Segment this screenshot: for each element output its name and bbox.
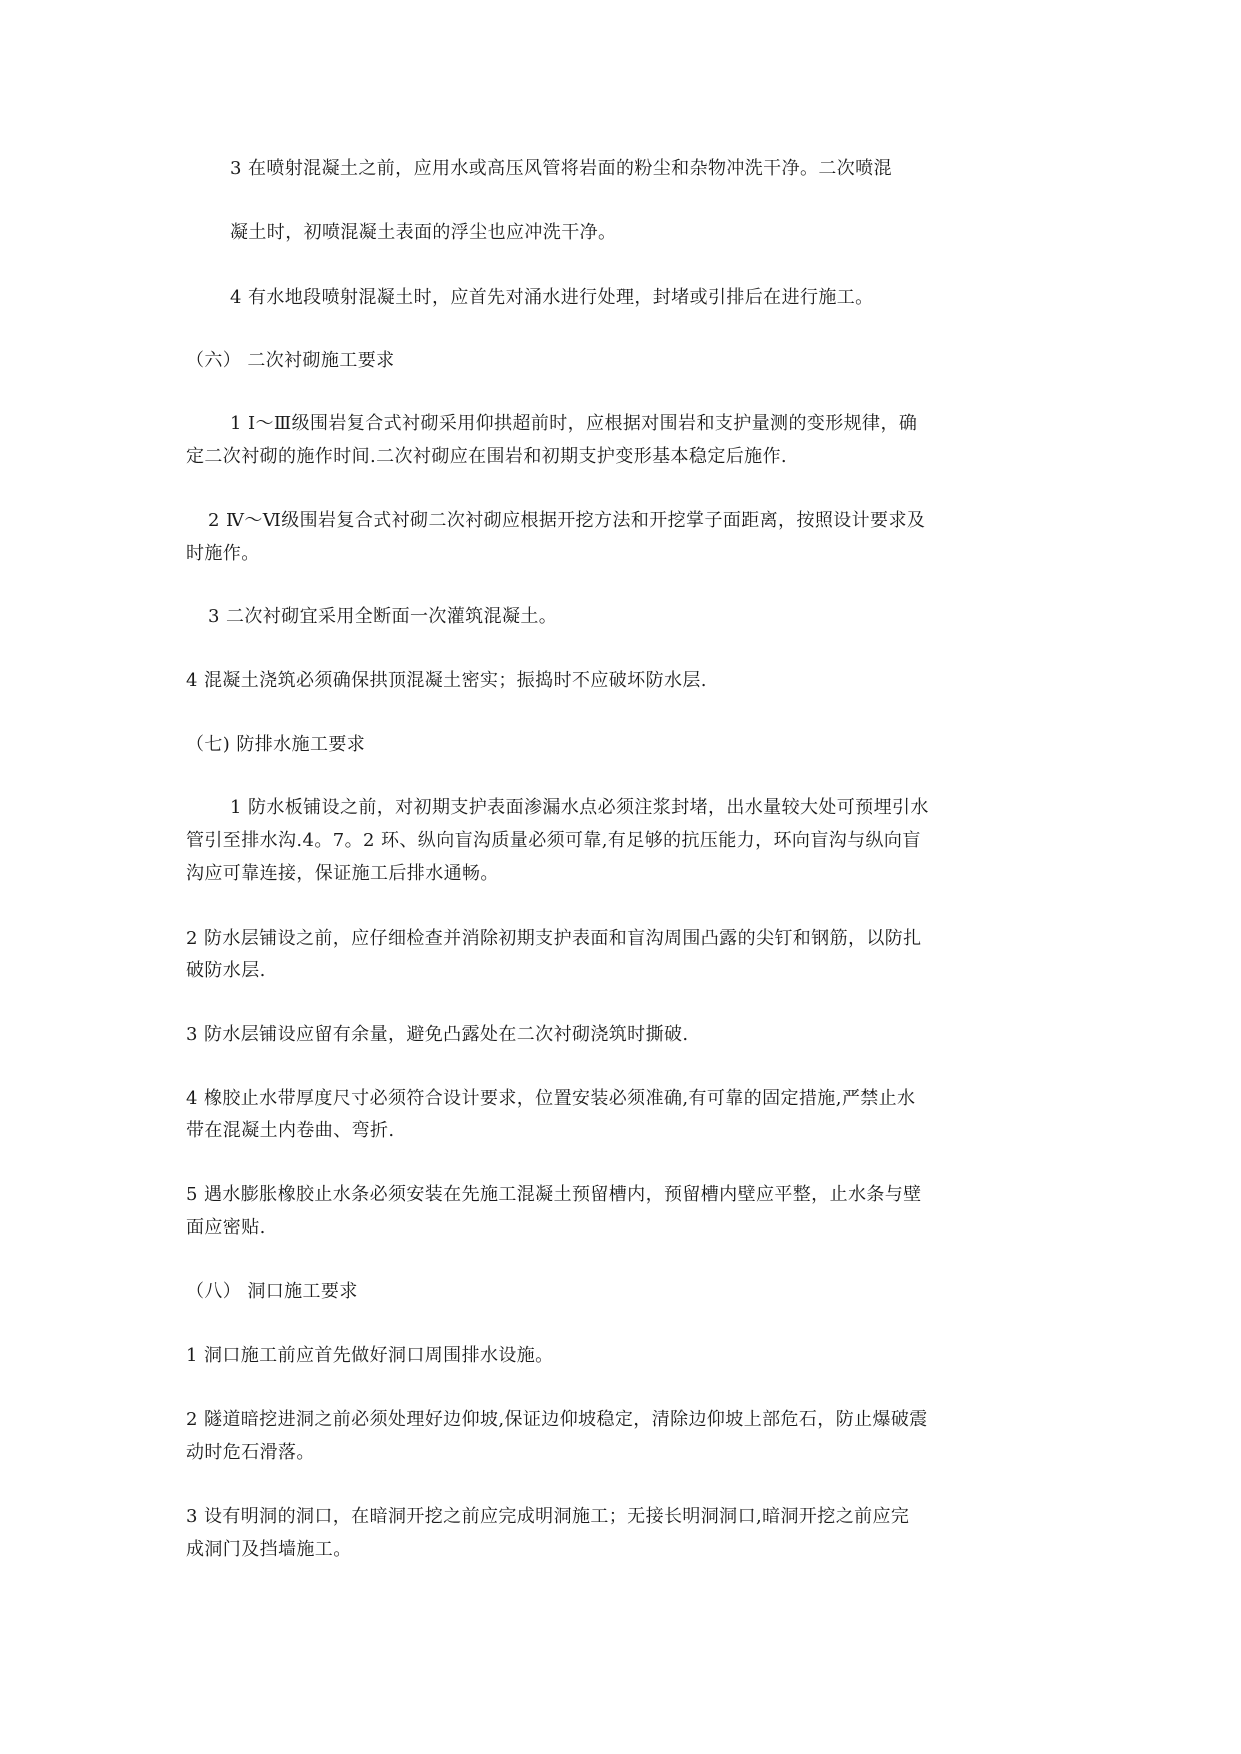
text-line: 带在混凝土内卷曲、弯折. — [186, 1120, 395, 1141]
text-line: 3 设有明洞的洞口，在暗洞开挖之前应完成明洞施工；无接长明洞洞口,暗洞开挖之前应完 — [186, 1506, 910, 1527]
section-heading: （六） 二次衬砌施工要求 — [186, 350, 395, 371]
text-line: 1 防水板铺设之前，对初期支护表面渗漏水点必须注浆封堵，出水量较大处可预埋引水 — [230, 797, 929, 818]
text-line: 定二次衬砌的施作时间.二次衬砌应在围岩和初期支护变形基本稳定后施作. — [186, 446, 788, 467]
text-line: 4 混凝土浇筑必须确保拱顶混凝土密实；振捣时不应破坏防水层. — [186, 670, 707, 691]
text-line: 破防水层. — [186, 960, 266, 981]
text-line: 1 Ⅰ～Ⅲ级围岩复合式衬砌采用仰拱超前时，应根据对围岩和支护量测的变形规律，确 — [230, 413, 918, 434]
text-line: 3 二次衬砌宜采用全断面一次灌筑混凝土。 — [208, 606, 558, 627]
text-line: 4 有水地段喷射混凝土时，应首先对涌水进行处理，封堵或引排后在进行施工。 — [230, 287, 874, 308]
text-line: 成洞门及挡墙施工。 — [186, 1539, 352, 1560]
text-line: 凝土时，初喷混凝土表面的浮尘也应冲洗干净。 — [230, 222, 617, 243]
text-line: 管引至排水沟.4。7。2 环、纵向盲沟质量必须可靠,有足够的抗压能力，环向盲沟与纵向盲 — [186, 830, 921, 851]
text-line: 沟应可靠连接，保证施工后排水通畅。 — [186, 863, 499, 884]
text-line: 时施作。 — [186, 543, 260, 564]
text-line: 3 在喷射混凝土之前，应用水或高压风管将岩面的粉尘和杂物冲洗干净。二次喷混 — [230, 158, 892, 179]
text-line: 3 防水层铺设应留有余量，避免凸露处在二次衬砌浇筑时撕破. — [186, 1024, 689, 1045]
text-line: 面应密贴. — [186, 1217, 266, 1238]
text-line: 2 隧道暗挖进洞之前必须处理好边仰坡,保证边仰坡稳定，清除边仰坡上部危石，防止爆破震 — [186, 1409, 928, 1430]
text-line: 2 Ⅳ～Ⅵ级围岩复合式衬砌二次衬砌应根据开挖方法和开挖掌子面距离，按照设计要求及 — [208, 510, 926, 531]
section-heading: （七) 防排水施工要求 — [186, 734, 366, 755]
text-line: 4 橡胶止水带厚度尺寸必须符合设计要求，位置安装必须准确,有可靠的固定措施,严禁止水 — [186, 1088, 916, 1109]
text-line: 1 洞口施工前应首先做好洞口周围排水设施。 — [186, 1345, 554, 1366]
section-heading: （八） 洞口施工要求 — [186, 1281, 358, 1302]
text-line: 5 遇水膨胀橡胶止水条必须安装在先施工混凝土预留槽内，预留槽内壁应平整，止水条与壁 — [186, 1184, 922, 1205]
text-line: 2 防水层铺设之前，应仔细检查并消除初期支护表面和盲沟周围凸露的尖钉和钢筋，以防扎 — [186, 928, 922, 949]
text-line: 动时危石滑落。 — [186, 1442, 315, 1463]
